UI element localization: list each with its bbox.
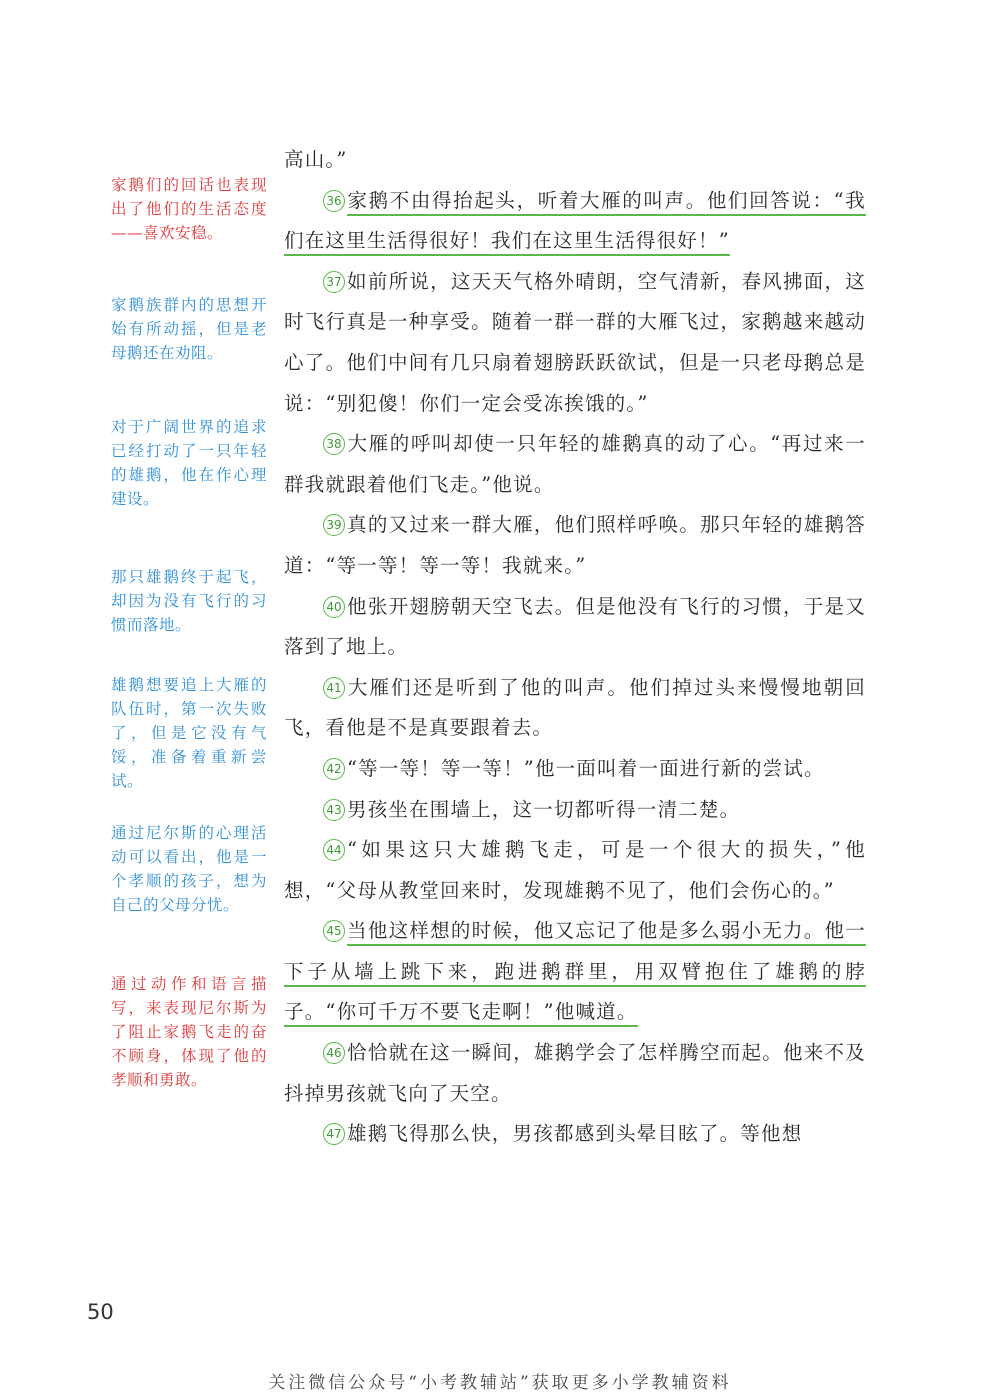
paragraph-38 [284,424,866,505]
paragraph-text-44: “如果这只大雄鹅飞走，可是一个很大的损失，”他想，“父母从教堂回来时，发现雄鹅不见了，他们会伤心的。” [284,838,866,902]
main-text [284,140,866,1155]
paragraph-text-40: 他张开翅膀朝天空飞去。但是他没有飞行的习惯，于是又落到了地上。 [284,594,866,659]
paragraph-45 [284,911,866,1033]
paragraph-number-37: 37 [323,271,345,293]
paragraph-number-38: 38 [323,433,345,455]
annotation-1: 家鹅们的回话也表现出了他们的生活态度——喜欢安稳。 [111,176,267,242]
paragraph-number-42: 42 [323,758,345,780]
paragraph-number-39: 39 [323,514,345,536]
paragraph-number-36: 36 [323,190,345,212]
paragraph-42 [284,749,866,790]
paragraph-text-45: 当他这样想的时候，他又忘记了他是多么弱小无力。他一下子从墙上跳下来，跑进鹅群里，用双臂抱住了雄鹅的脖子。“你可千万不要飞走啊！”他喊道。 [284,919,866,1027]
annotation-7: 通过动作和语言描写，来表现尼尔斯为了阻止家鹅飞走的奋不顾身，体现了他的孝顺和勇敢。 [111,975,267,1089]
paragraph-43 [284,790,866,831]
paragraph-47 [284,1114,866,1155]
paragraph-number-40: 40 [323,596,345,618]
paragraph-44 [284,830,866,911]
annotation-2: 家鹅族群内的思想开始有所动摇，但是老母鹅还在劝阻。 [111,296,267,362]
paragraph-number-43: 43 [323,799,345,821]
footer-note: 关注微信公众号“小考教辅站”获取更多小学教辅资料 [268,1373,732,1393]
paragraph-39 [284,505,866,586]
paragraph-text-42: “等一等！等一等！”他一面叫着一面进行新的尝试。 [347,756,825,780]
paragraph-46 [284,1033,866,1114]
paragraph-text-43: 男孩坐在围墙上，这一切都听得一清二楚。 [347,797,741,821]
paragraph-number-41: 41 [323,677,345,699]
paragraph-number-47: 47 [323,1123,345,1145]
paragraph-40 [284,587,866,668]
paragraph-text-38: 大雁的呼叫却使一只年轻的雄鹅真的动了心。“再过来一群我就跟着他们飞走。”他说。 [284,432,866,496]
paragraph-number-46: 46 [323,1042,345,1064]
paragraph-number-45: 45 [323,920,345,942]
paragraph-text-37: 如前所说，这天天气格外晴朗，空气清新，春风拂面，这时飞行真是一种享受。随着一群一群的大雁飞过，家鹅越来越动心了。他们中间有几只扇着翅膀跃跃欲试，但是一只老母鹅总是说：“别犯傻！你们一定会受冻挨饿的。” [284,269,866,415]
paragraph-text-39: 真的又过来一群大雁，他们照样呼唤。那只年轻的雄鹅答道：“等一等！等一等！我就来。” [284,513,866,577]
paragraph-36 [284,181,866,262]
paragraph-text-47: 雄鹅飞得那么快，男孩都感到头晕目眩了。等他想 [347,1122,803,1146]
page-number: 50 [87,1300,114,1324]
paragraph-41 [284,668,866,749]
annotation-3: 对于广阔世界的追求已经打动了一只年轻的雄鹅，他在作心理建设。 [111,418,267,508]
paragraph-text-36: 家鹅不由得抬起头，听着大雁的叫声。他们回答说：“我们在这里生活得很好！我们在这里生活得很好！” [284,189,866,257]
paragraph-number-44: 44 [323,839,345,861]
paragraph-text-41: 大雁们还是听到了他的叫声。他们掉过头来慢慢地朝回飞，看他是不是真要跟着去。 [284,675,866,740]
annotation-5: 雄鹅想要追上大雁的队伍时，第一次失败了，但是它没有气馁，准备着重新尝试。 [111,676,267,790]
annotation-4: 那只雄鹅终于起飞，却因为没有飞行的习惯而落地。 [111,568,267,634]
annotation-6: 通过尼尔斯的心理活动可以看出，他是一个孝顺的孩子，想为自己的父母分忧。 [111,824,267,914]
paragraph-35-tail: 高山。” [284,148,348,171]
paragraph-37 [284,262,866,424]
paragraph-text-46: 恰恰就在这一瞬间，雄鹅学会了怎样腾空而起。他来不及抖掉男孩就飞向了天空。 [284,1041,866,1105]
